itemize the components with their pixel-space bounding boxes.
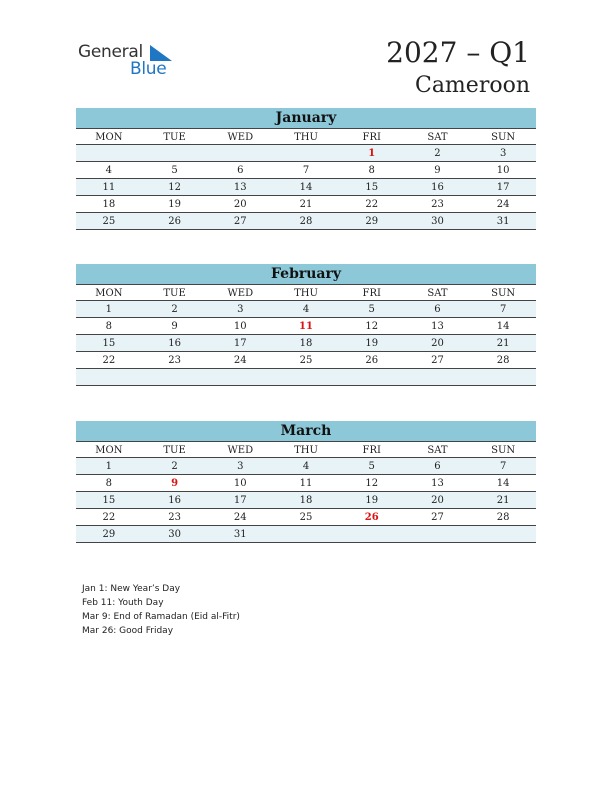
page-title: 2027 – Q1 [386, 36, 530, 69]
day-cell: 25 [102, 216, 116, 227]
day-cell: 23 [168, 512, 181, 523]
day-cell: 11 [299, 478, 313, 489]
holiday-note: Feb 11: Youth Day [82, 598, 164, 608]
weekday-label: TUE [163, 445, 186, 456]
logo-general-text: General [78, 42, 143, 62]
day-cell: 12 [168, 182, 181, 193]
weekday-label: FRI [362, 132, 381, 143]
day-cell: 29 [102, 529, 116, 540]
day-cell: 8 [105, 321, 113, 332]
day-cell: 7 [499, 461, 507, 472]
day-cell [339, 369, 405, 385]
weekday-label: SUN [491, 132, 516, 143]
weekday-label: WED [227, 132, 254, 143]
day-cell: 25 [299, 512, 313, 523]
weekday-label: THU [294, 288, 318, 299]
week-row [76, 369, 536, 386]
day-cell [142, 369, 208, 385]
week-row [76, 335, 536, 352]
day-cell: 20 [431, 495, 444, 506]
month-calendar-march [76, 421, 536, 543]
day-cell: 11 [102, 182, 116, 193]
day-cell: 12 [365, 321, 379, 332]
day-cell: 28 [496, 355, 510, 366]
day-cell: 26 [364, 512, 379, 523]
day-cell [142, 145, 208, 161]
week-row [76, 318, 536, 335]
day-cell: 24 [233, 512, 247, 523]
day-cell: 1 [368, 148, 376, 159]
day-cell: 5 [368, 304, 375, 315]
day-cell: 6 [434, 304, 441, 315]
month-title: January [76, 108, 536, 128]
day-cell [273, 145, 339, 161]
weekday-label: SAT [427, 445, 448, 456]
weekday-label: FRI [362, 288, 381, 299]
day-cell: 12 [365, 478, 379, 489]
day-cell: 7 [499, 304, 507, 315]
week-row [76, 213, 536, 230]
week-row [76, 458, 536, 475]
day-cell: 13 [431, 321, 444, 332]
day-cell: 18 [299, 338, 313, 349]
day-cell: 4 [302, 461, 310, 472]
day-cell: 6 [237, 165, 244, 176]
day-cell: 14 [496, 321, 510, 332]
day-cell: 2 [171, 304, 178, 315]
day-cell [339, 526, 405, 542]
day-cell: 2 [171, 461, 178, 472]
day-cell: 9 [171, 478, 179, 489]
day-cell: 19 [365, 338, 379, 349]
weekday-label: MON [95, 288, 123, 299]
week-row [76, 162, 536, 179]
day-cell: 15 [102, 338, 116, 349]
day-cell: 9 [434, 165, 441, 176]
week-row [76, 179, 536, 196]
day-cell: 28 [299, 216, 313, 227]
day-cell: 15 [365, 182, 379, 193]
day-cell: 5 [368, 461, 375, 472]
day-cell: 21 [496, 495, 510, 506]
day-cell: 13 [233, 182, 247, 193]
week-row [76, 352, 536, 369]
day-cell [207, 145, 273, 161]
day-cell: 20 [233, 199, 247, 210]
day-cell: 14 [299, 182, 313, 193]
holiday-note: Mar 9: End of Ramadan (Eid al-Fitr) [82, 612, 240, 622]
day-cell [273, 369, 339, 385]
weekday-label: WED [227, 445, 254, 456]
weekday-label: SAT [427, 132, 448, 143]
week-row [76, 526, 536, 543]
day-cell [470, 369, 536, 385]
week-row [76, 145, 536, 162]
day-cell: 1 [105, 304, 113, 315]
day-cell: 17 [496, 182, 510, 193]
day-cell [76, 145, 142, 161]
day-cell: 7 [302, 165, 310, 176]
day-cell: 30 [431, 216, 444, 227]
country-name: Cameroon [414, 73, 530, 98]
day-cell [405, 526, 471, 542]
day-cell: 29 [365, 216, 379, 227]
day-cell [207, 369, 273, 385]
week-row [76, 475, 536, 492]
weekday-label: SUN [491, 445, 516, 456]
day-cell: 30 [168, 529, 181, 540]
logo-blue-text: Blue [130, 59, 167, 79]
day-cell: 23 [168, 355, 181, 366]
day-cell: 19 [365, 495, 379, 506]
weekday-label: MON [95, 445, 123, 456]
day-cell: 4 [105, 165, 113, 176]
day-cell: 14 [496, 478, 510, 489]
day-cell: 26 [365, 355, 379, 366]
holiday-notes [82, 582, 240, 638]
day-cell: 8 [368, 165, 375, 176]
day-cell: 11 [299, 321, 313, 332]
day-cell: 3 [237, 461, 244, 472]
day-cell: 22 [365, 199, 379, 210]
day-cell: 18 [299, 495, 313, 506]
weekday-label: THU [294, 445, 318, 456]
day-cell: 24 [233, 355, 247, 366]
day-cell: 27 [233, 216, 247, 227]
day-cell: 10 [233, 321, 247, 332]
day-cell: 21 [496, 338, 510, 349]
day-cell: 9 [171, 321, 178, 332]
day-cell: 16 [431, 182, 444, 193]
week-row [76, 492, 536, 509]
day-cell: 17 [233, 495, 247, 506]
day-cell [273, 526, 339, 542]
day-cell: 21 [299, 199, 313, 210]
day-cell: 20 [431, 338, 444, 349]
day-cell: 16 [168, 338, 181, 349]
weekday-header-row [76, 441, 536, 458]
week-row [76, 301, 536, 318]
day-cell: 13 [431, 478, 444, 489]
day-cell: 18 [102, 199, 116, 210]
day-cell: 17 [233, 338, 247, 349]
week-row [76, 196, 536, 213]
day-cell: 3 [237, 304, 244, 315]
day-cell: 15 [102, 495, 116, 506]
weekday-label: TUE [163, 288, 186, 299]
holiday-note: Mar 26: Good Friday [82, 626, 174, 636]
weekday-header-row [76, 128, 536, 145]
month-calendar-february [76, 264, 536, 386]
general-blue-logo [78, 42, 178, 78]
weekday-label: WED [227, 288, 254, 299]
weekday-label: TUE [163, 132, 186, 143]
holiday-note: Jan 1: New Year’s Day [82, 584, 181, 594]
day-cell: 27 [431, 355, 444, 366]
weekday-label: SAT [427, 288, 448, 299]
day-cell: 10 [496, 165, 510, 176]
day-cell: 26 [168, 216, 181, 227]
day-cell: 5 [171, 165, 178, 176]
day-cell: 16 [168, 495, 181, 506]
day-cell: 8 [105, 478, 113, 489]
day-cell: 4 [302, 304, 310, 315]
day-cell: 24 [496, 199, 510, 210]
day-cell [76, 369, 142, 385]
weekday-label: SUN [491, 288, 516, 299]
weekday-label: FRI [362, 445, 381, 456]
day-cell: 3 [499, 148, 507, 159]
day-cell: 6 [434, 461, 441, 472]
weekday-header-row [76, 284, 536, 301]
day-cell [405, 369, 471, 385]
month-title: February [76, 264, 536, 284]
day-cell: 2 [434, 148, 441, 159]
day-cell [470, 526, 536, 542]
day-cell: 23 [431, 199, 444, 210]
day-cell: 19 [168, 199, 181, 210]
day-cell: 10 [233, 478, 247, 489]
day-cell: 28 [496, 512, 510, 523]
day-cell: 22 [102, 512, 116, 523]
day-cell: 31 [233, 529, 247, 540]
month-title: March [76, 421, 536, 441]
day-cell: 22 [102, 355, 116, 366]
week-row [76, 509, 536, 526]
weekday-label: THU [294, 132, 318, 143]
day-cell: 1 [105, 461, 113, 472]
day-cell: 25 [299, 355, 313, 366]
day-cell: 31 [496, 216, 510, 227]
month-calendar-january [76, 108, 536, 230]
weekday-label: MON [95, 132, 123, 143]
day-cell: 27 [431, 512, 444, 523]
